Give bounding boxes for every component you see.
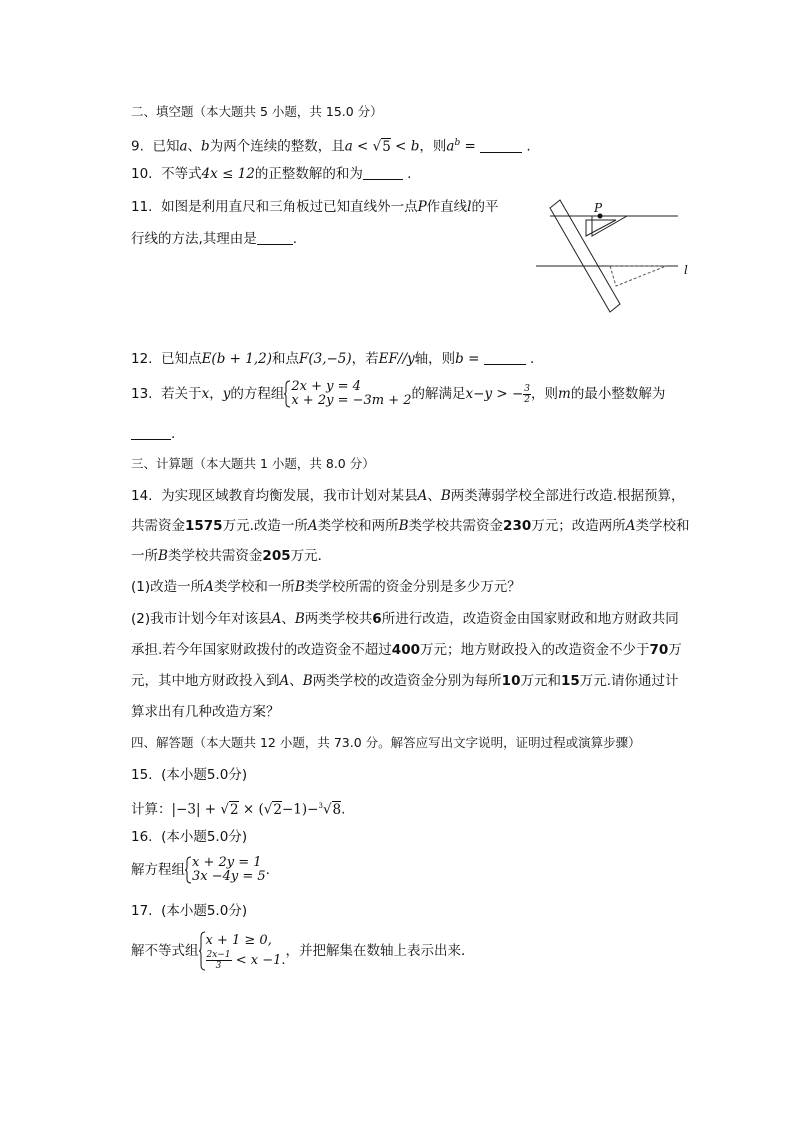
q14-text: 两类学校的改造资金分别为每所 <box>312 673 502 689</box>
q14-number-value: 400 <box>391 642 420 658</box>
left-brace-icon <box>199 931 206 971</box>
q13-text: 的解满足 <box>411 386 466 402</box>
q14-var: B <box>398 518 409 534</box>
question-14-line-1 <box>131 486 685 506</box>
q11-end: . <box>292 231 298 247</box>
q11-text: 的平 <box>471 199 499 215</box>
answer-blank[interactable] <box>131 425 171 440</box>
q14-text: 、 <box>289 673 303 689</box>
q14-number-value: 205 <box>262 548 291 564</box>
sqrt-icon: √ <box>263 801 273 818</box>
q12-var-b: b <box>455 351 464 367</box>
q13-var-m: m <box>558 386 571 402</box>
q9-var-a: a <box>179 138 188 155</box>
q14-var: B <box>158 548 168 564</box>
q13-system <box>291 380 411 408</box>
q15-expr: |−3| + <box>171 801 221 818</box>
q14-text: 、 <box>427 488 441 504</box>
q12-number: 12. <box>131 351 153 367</box>
q10-end: . <box>402 166 412 182</box>
q12-point-e: E(b + 1,2) <box>201 351 272 367</box>
q16-score: (本小题5.0分) <box>161 829 248 845</box>
q13-frac-num: 3 <box>524 383 531 394</box>
left-brace-icon <box>185 856 192 884</box>
fig-label-p: P <box>594 201 603 215</box>
section-3-title: 三、计算题（本大题共 1 小题，共 8.0 分） <box>131 456 375 471</box>
ruler-triangle-figure <box>536 196 696 316</box>
ruler-shape <box>550 200 620 312</box>
sqrt-icon: √ <box>322 801 332 818</box>
q13-equation-1: 2x + y = 4 <box>291 379 361 394</box>
q10-text: 的正整数解的和为 <box>254 166 363 182</box>
question-15-body <box>131 796 345 820</box>
q13-text: 的最小整数解为 <box>570 386 666 402</box>
q16-text: 解方程组 <box>131 862 185 878</box>
question-14-part-2-line-2 <box>131 640 682 660</box>
q17-system <box>206 932 286 971</box>
q15-number: 15. <box>131 767 153 783</box>
q14-text: 万元.请你通过计 <box>579 673 679 689</box>
question-14-line-2 <box>131 516 689 536</box>
q12-parallel: EF//y <box>378 351 415 367</box>
q17-frac-num: 2x−1 <box>206 949 231 960</box>
q9-exponent: b <box>454 138 461 148</box>
q14-text: 共需资金 <box>131 518 185 534</box>
q9-text: 为两个连续的整数，且 <box>209 138 345 155</box>
q9-text: 、 <box>187 138 202 155</box>
q14-var: A <box>307 518 318 534</box>
q14-number-value: 230 <box>503 518 532 534</box>
q14-text: 类学校和 <box>635 518 690 534</box>
q13-number: 13. <box>131 386 153 402</box>
q15-radicand: 2 <box>230 801 239 818</box>
q14-var: B <box>440 488 451 504</box>
question-13 <box>131 380 665 408</box>
q9-end: . <box>522 138 531 155</box>
q14-text: 万元；地方财政投入的改造资金不少于 <box>419 642 650 658</box>
q15-text: 计算： <box>131 801 172 818</box>
q13-text: ， <box>209 386 223 402</box>
q9-ineq: < b <box>390 138 420 155</box>
q14-text: 类学校共需资金 <box>167 548 263 564</box>
q13-frac-den: 2 <box>524 394 531 405</box>
q12-end: . <box>525 351 535 367</box>
sqrt-icon: √ <box>220 801 230 818</box>
q14-text: 一所 <box>131 548 158 564</box>
q17-text: 解不等式组 <box>131 943 199 959</box>
q14-var: B <box>302 673 313 689</box>
q16-end: . <box>265 862 270 878</box>
q10-text: 不等式 <box>161 166 202 182</box>
q14-text: 类学校共需资金 <box>408 518 504 534</box>
q14-number-value: 70 <box>649 642 669 658</box>
answer-blank[interactable] <box>484 350 526 365</box>
question-12 <box>131 349 534 369</box>
q14-var: A <box>625 518 636 534</box>
fig-label-l: l <box>684 263 688 277</box>
q15-radicand: 8 <box>332 801 342 818</box>
q14-text: 、 <box>281 611 295 627</box>
q11-number: 11. <box>131 199 153 215</box>
q15-end: . <box>341 801 346 818</box>
q17-fraction <box>206 950 232 971</box>
q14-var: A <box>271 611 282 627</box>
answer-blank[interactable] <box>363 165 403 180</box>
q15-root-index: 3 <box>318 802 323 810</box>
q14-number-value: 1575 <box>185 518 223 534</box>
q13-var-x: x <box>201 386 210 402</box>
q14-text: 类学校和两所 <box>317 518 399 534</box>
question-16-body <box>131 855 270 885</box>
q14-var: A <box>279 673 290 689</box>
q17-ineq-rest: < x −1. <box>231 952 286 968</box>
q11-text: 作直线 <box>426 199 468 215</box>
q13-text: ，则 <box>531 386 559 402</box>
q14-var: B <box>294 579 305 595</box>
question-10 <box>131 164 411 184</box>
q16-equation-2: 3x −4y = 5 <box>192 869 266 884</box>
q14-text: 万元.改造一所 <box>222 518 308 534</box>
q17-inequality-1: x + 1 ≥ 0, <box>205 932 272 948</box>
q13-text: 若关于 <box>161 386 202 402</box>
q14-text: 万元． <box>290 548 332 564</box>
question-16-header <box>131 827 247 847</box>
q9-number: 9. <box>131 138 144 155</box>
q14-text: 算求出有几种改造方案？ <box>131 704 280 720</box>
answer-blank[interactable] <box>480 138 522 153</box>
q14-text: (2)我市计划今年对该县 <box>131 611 272 627</box>
q14-text: 万元和 <box>520 673 561 689</box>
q16-system <box>192 856 266 884</box>
q14-var: A <box>417 488 428 504</box>
q14-text: 所进行改造，改造资金由国家财政和地方财政共同 <box>381 611 679 627</box>
q14-text: 承担.若今年国家财政拨付的改造资金不超过 <box>131 642 392 658</box>
q14-text: 类学校和一所 <box>213 579 295 595</box>
question-11-line-2 <box>131 229 297 249</box>
sqrt-icon: √ <box>372 138 382 155</box>
q15-expr: −1)− <box>281 801 319 818</box>
q14-text: 两类薄弱学校全部进行改造.根据预算， <box>450 488 685 504</box>
q17-number: 17. <box>131 903 153 919</box>
q13-fraction <box>523 384 531 405</box>
q9-radicand: 5 <box>382 138 391 155</box>
q17-text: ，并把解集在数轴上表示出来． <box>285 943 475 959</box>
q9-base: a <box>446 138 455 155</box>
question-17-header <box>131 901 247 921</box>
q13-var-y: y <box>222 386 231 402</box>
q14-number-value: 10 <box>501 673 521 689</box>
q17-frac-den: 3 <box>215 960 222 971</box>
section-2-title: 二、填空题（本大题共 5 小题，共 15.0 分） <box>131 104 383 119</box>
question-15-header <box>131 765 247 785</box>
question-14-part-2-line-3 <box>131 671 679 691</box>
answer-blank[interactable] <box>257 230 293 245</box>
q16-number: 16. <box>131 829 153 845</box>
triangle-bottom <box>610 266 666 286</box>
q17-inequality-2 <box>206 950 286 971</box>
q14-var: B <box>294 611 305 627</box>
question-14-part-2-line-1 <box>131 609 679 629</box>
q12-point-f: F(3,−5) <box>298 351 352 367</box>
q9-equals: = <box>460 138 481 155</box>
q17-score: (本小题5.0分) <box>161 903 248 919</box>
section-4-title: 四、解答题（本大题共 12 小题，共 73.0 分。解答应写出文字说明，证明过程或演算步骤） <box>131 735 641 750</box>
q14-number-value: 6 <box>372 611 382 627</box>
q11-line-l: l <box>467 199 472 215</box>
q14-text: 元，其中地方财政投入到 <box>131 673 280 689</box>
q15-score: (本小题5.0分) <box>161 767 248 783</box>
q13-end: . <box>171 426 176 442</box>
q14-text: 类学校所需的资金分别是多少万元？ <box>304 579 521 595</box>
q15-expr: × ( <box>238 801 264 818</box>
q9-var-b: b <box>201 138 210 155</box>
q13-text: 的方程组 <box>230 386 285 402</box>
q9-ineq: a < <box>344 138 373 155</box>
q12-text: 轴，则 <box>414 351 456 367</box>
q13-equation-2: x + 2y = −3m + 2 <box>291 393 412 408</box>
q13-condition: x−y > − <box>465 386 524 402</box>
q10-number: 10. <box>131 166 153 182</box>
q12-text: 和点 <box>271 351 299 367</box>
q14-text: 为实现区域教育均衡发展，我市计划对某县 <box>161 488 418 504</box>
q12-text: 已知点 <box>161 351 202 367</box>
q9-text: 已知 <box>152 138 180 155</box>
q14-number: 14. <box>131 488 153 504</box>
q12-equals: = <box>463 351 484 367</box>
question-13-line-2 <box>131 424 175 444</box>
question-9 <box>131 133 531 157</box>
q9-text: ，则 <box>419 138 447 155</box>
q11-text: 如图是利用直尺和三角板过已知直线外一点 <box>161 199 418 215</box>
q14-var: A <box>204 579 214 595</box>
q14-text: 万元；改造两所 <box>531 518 626 534</box>
question-14-part-1 <box>131 577 521 597</box>
q14-number-value: 15 <box>560 673 580 689</box>
question-14-part-2-line-4 <box>131 702 280 722</box>
q15-radicand: 2 <box>273 801 282 818</box>
q14-text: 万 <box>668 642 682 658</box>
question-14-line-3 <box>131 546 331 566</box>
question-11-line-1 <box>131 197 499 217</box>
q11-point-p: P <box>417 199 427 215</box>
q14-text: 两类学校共 <box>304 611 373 627</box>
q12-text: ，若 <box>351 351 379 367</box>
question-17-body <box>131 930 475 972</box>
q14-text: (1)改造一所 <box>131 579 205 595</box>
q16-equation-1: x + 2y = 1 <box>192 855 262 870</box>
q11-text: 行线的方法,其理由是 <box>131 231 257 247</box>
triangle-top <box>586 220 616 236</box>
q10-expr: 4x ≤ 12 <box>201 166 255 182</box>
triangle-top-outer <box>592 216 627 236</box>
